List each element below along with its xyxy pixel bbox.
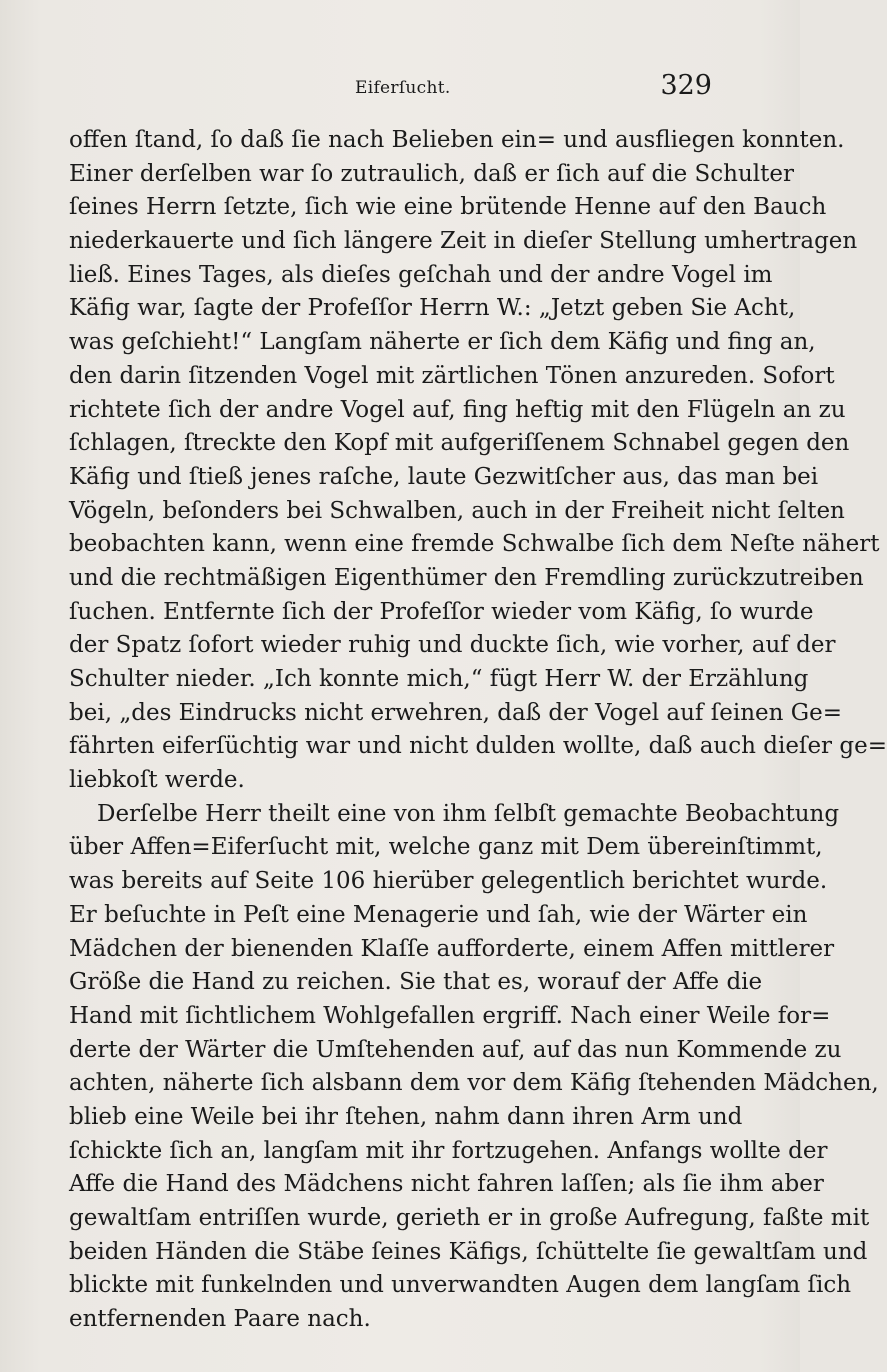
text-line: liebkoſt werde. (69, 767, 245, 794)
body-text (69, 124, 887, 1337)
text-line: richtete ſich der andre Vogel auf, fing heftig mit den Flügeln an zu (69, 396, 846, 423)
text-line: Mädchen der bienenden Klaſſe aufforderte, einem Affen mittlerer (69, 935, 835, 962)
text-line: ließ. Eines Tages, als dieſes geſchah und der andre Vogel im (69, 261, 773, 288)
running-head-title: Eiferſucht. (355, 78, 451, 98)
text-line: und die rechtmäßigen Eigenthümer den Fremdling zurückzutreiben (69, 564, 864, 591)
text-line: derte der Wärter die Umſtehenden auf, auf das nun Kommende zu (69, 1036, 842, 1063)
text-line: Hand mit ſichtlichem Wohlgefallen ergriff. Nach einer Weile for= (69, 1002, 831, 1029)
paragraph (69, 798, 879, 1337)
text-line: achten, näherte ſich alsbann dem vor dem Käfig ſtehenden Mädchen, (69, 1070, 879, 1097)
text-line: niederkauerte und ſich längere Zeit in dieſer Stellung umhertragen (69, 228, 858, 255)
text-line: Einer derſelben war ſo zutraulich, daß er ſich auf die Schulter (69, 160, 794, 187)
text-line: den darin ſitzenden Vogel mit zärtlichen Tönen anzureden. Sofort (69, 362, 835, 389)
text-line: offen ſtand, ſo daß ſie nach Belieben ein= und ausfliegen konnten. (69, 127, 845, 153)
text-line: Er beſuchte in Peſt eine Menagerie und ſah, wie der Wärter ein (69, 901, 808, 928)
text-line: Affe die Hand des Mädchens nicht fahren laſſen; als ſie ihm aber (69, 1171, 824, 1198)
running-head (0, 70, 800, 110)
text-line: Käfig war, ſagte der Profeſſor Herrn W.: „Jetzt geben Sie Acht, (69, 295, 796, 322)
text-line: was geſchieht!“ Langſam näherte er ſich dem Käfig und fing an, (69, 329, 816, 356)
text-line: Schulter nieder. „Ich konnte mich,“ fügt Herr W. der Erzählung (69, 666, 809, 692)
text-line: entfernenden Paare nach. (69, 1306, 371, 1333)
text-line: über Affen=Eiferſucht mit, welche ganz mit Dem übereinſtimmt, (69, 834, 823, 861)
text-line: was bereits auf Seite 106 hierüber gelegentlich berichtet wurde. (69, 868, 828, 895)
text-line: fährten eiferſüchtig war und nicht dulden wollte, daß auch dieſer ge= (69, 733, 887, 760)
text-line: Vögeln, beſonders bei Schwalben, auch in der Freiheit nicht ſelten (69, 497, 845, 524)
text-line: Derſelbe Herr theilt eine von ihm ſelbſt gemachte Beobachtung (97, 800, 840, 827)
text-line: ſchlagen, ſtreckte den Kopf mit aufgeriſſenem Schnabel gegen den (69, 430, 850, 457)
text-line: ſeines Herrn ſetzte, ſich wie eine brütende Henne auf den Bauch (69, 194, 827, 221)
text-line: bei, „des Eindrucks nicht erwehren, daß der Vogel auf ſeinen Ge= (69, 699, 843, 726)
text-line: gewaltſam entriſſen wurde, gerieth er in große Aufregung, faßte mit (69, 1205, 870, 1231)
text-line: blieb eine Weile bei ihr ſtehen, nahm dann ihren Arm und (69, 1103, 743, 1130)
text-line: der Spatz ſofort wieder ruhig und duckte ſich, wie vorher, auf der (69, 632, 836, 659)
text-line: blickte mit funkelnden und unverwandten Augen dem langſam ſich (69, 1272, 852, 1299)
page-number: 329 (660, 70, 712, 101)
text-line: beiden Händen die Stäbe ſeines Käfigs, ſchüttelte ſie gewaltſam und (69, 1238, 868, 1265)
text-line: Größe die Hand zu reichen. Sie that es, worauf der Affe die (69, 969, 763, 996)
text-line: ſchickte ſich an, langſam mit ihr fortzugehen. Anfangs wollte der (69, 1137, 828, 1164)
text-line: Käfig und ſtieß jenes raſche, laute Gezwitſcher aus, das man bei (69, 463, 819, 490)
text-line: beobachten kann, wenn eine fremde Schwalbe ſich dem Neſte nähert (69, 531, 880, 558)
paragraph (69, 124, 887, 798)
text-line: ſuchen. Entfernte ſich der Profeſſor wieder vom Käfig, ſo wurde (69, 598, 814, 625)
